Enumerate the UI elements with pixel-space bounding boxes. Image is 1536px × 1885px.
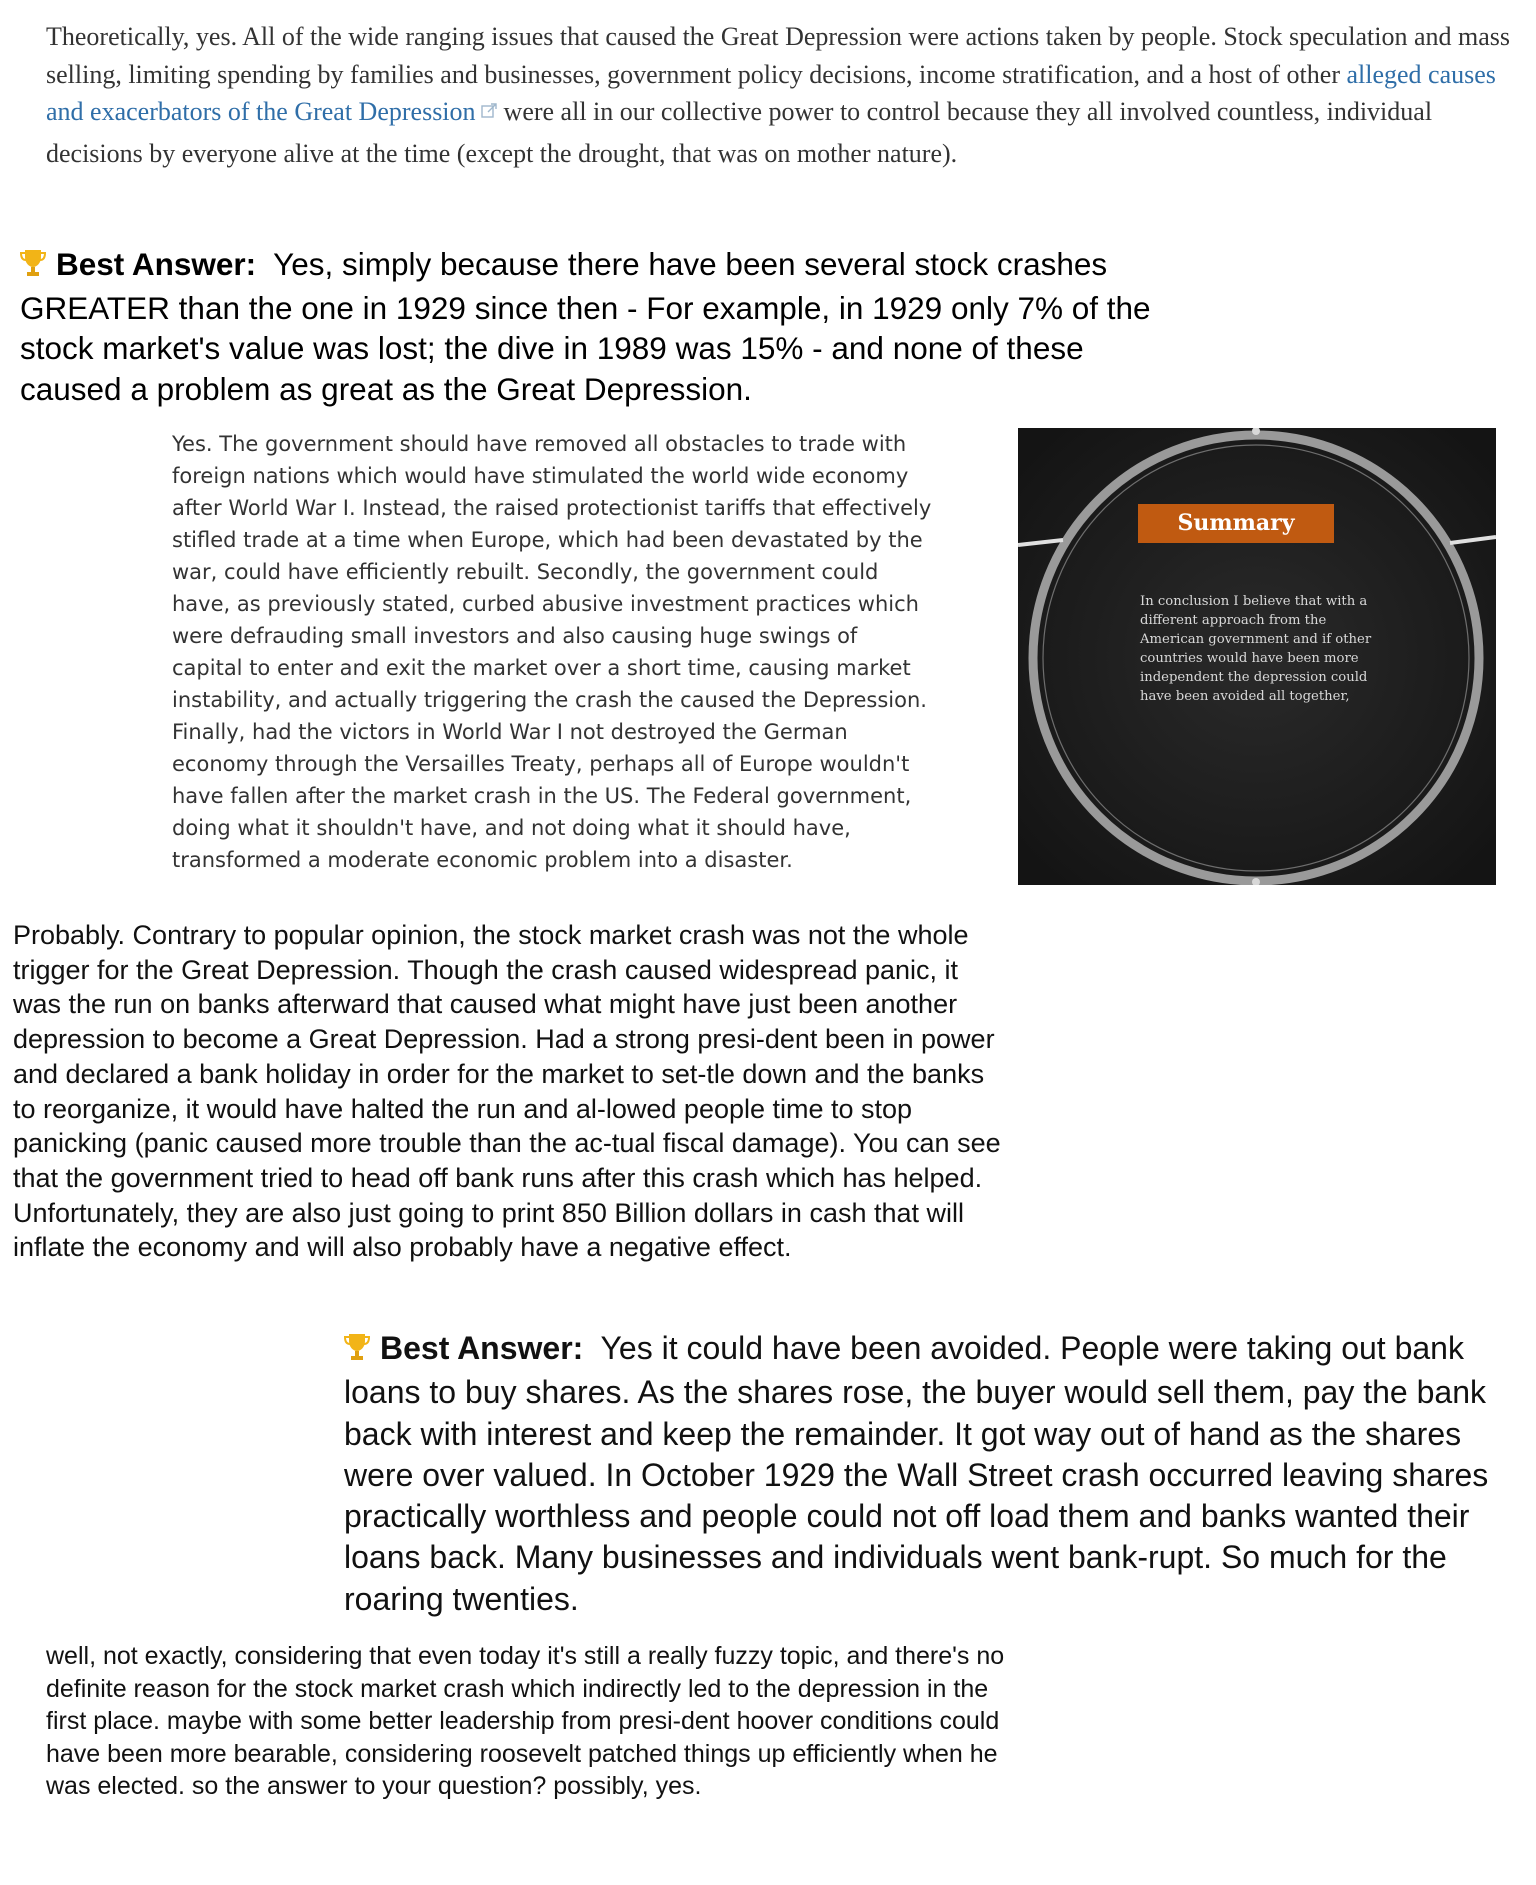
best-answer-2: [344, 1328, 1524, 1620]
external-link-icon[interactable]: [480, 93, 498, 131]
best-answer-label: Best Answer:: [56, 246, 257, 282]
slide-title: Summary: [1138, 504, 1334, 543]
best-answer-label: Best Answer:: [380, 1330, 584, 1366]
bank-run-paragraph: Probably. Contrary to popular opinion, the stock market crash was not the whole trigger for the Great Depression. Though the crash caused widespread panic, it was the run on banks afterward that caused what might have just been another depression to become a Great Depression. Had a strong presi-dent been in power and declared a bank holiday in order for the market to set-tle down and the banks to reorganize, it would have halted the run and al-lowed people time to stop panicking (panic caused more trouble than the ac-tual fiscal damage). You can see that the government tried to head off bank runs after this crash which has helped. Unfortunately, they are also just going to print 850 Billion dollars in cash that will inflate the economy and will also probably have a negative effect.: [13, 920, 1001, 1263]
trade-policy-paragraph: Yes. The government should have removed all obstacles to trade with foreign nations which would have stimulated the world wide economy after World War I. Instead, the raised protectionist tariffs that effectively stifled trade at a time when Europe, which had been devastated by the war, could have efficiently rebuilt. Secondly, the government could have, as previously stated, curbed abusive investment practices which were defrauding small investors and also causing huge swings of capital to enter and exit the market over a short time, causing market instability, and actually triggering the crash the caused the Depression. Finally, had the victors in World War I not destroyed the German economy through the Versailles Treaty, perhaps all of Europe wouldn't have fallen after the market crash in the US. The Federal government, doing what it shouldn't have, and not doing what it should have, transformed a moderate economic problem into a disaster.: [172, 432, 932, 872]
intro-text-end: were all in our collective power to control because they all involved countless, individual decisions by everyone alive at the time (except the drought, that was on mother nature).: [46, 97, 1433, 168]
causes-link[interactable]: alleged causes and exacerbators of the Great Depression: [46, 59, 1496, 126]
trophy-icon: [344, 1331, 370, 1372]
leadership-paragraph: well, not exactly, considering that even today it's still a really fuzzy topic, and there's no definite reason for the stock market crash which indirectly led to the depression in the first place. maybe with some better leadership from presi-dent hoover conditions could have been more bearable, considering roosevelt patched things up efficiently when he was elected. so the answer to your question? possibly, yes.: [46, 1642, 1005, 1800]
best-answer-text: Yes it could have been avoided. People were taking out bank loans to buy shares. As the shares rose, the buyer would sell them, pay the bank back with interest and keep the remainder. It got way out of hand as the shares were over valued. In October 1929 the Wall Street crash occurred leaving shares practically worthless and people could not off load them and banks wanted their loans back. Many businesses and individuals went bank-rupt. So much for the roaring twenties.: [344, 1330, 1489, 1617]
intro-text-start: Theoretically, yes. All of the wide ranging issues that caused the Great Depression were actions taken by people. Stock speculation and mass selling, limiting spending by families and businesses, government policy decisions, income stratification, and a host of other: [46, 22, 1510, 89]
slide-body-text: In conclusion I believe that with a different approach from the American government and if other countries would have been more independent the depression could have been avoided all together,: [1140, 594, 1372, 704]
summary-slide-image: [1018, 428, 1496, 885]
best-answer-text: Yes, simply because there have been several stock crashes GREATER than the one in 1929 since then - For example, in 1929 only 7% of the stock market's value was lost; the dive in 1989 was 15% - and none of these caused a problem as great as the Great Depression.: [20, 246, 1151, 407]
intro-paragraph: [46, 18, 1516, 172]
best-answer-1: [20, 244, 1170, 409]
trophy-icon: [20, 247, 46, 288]
